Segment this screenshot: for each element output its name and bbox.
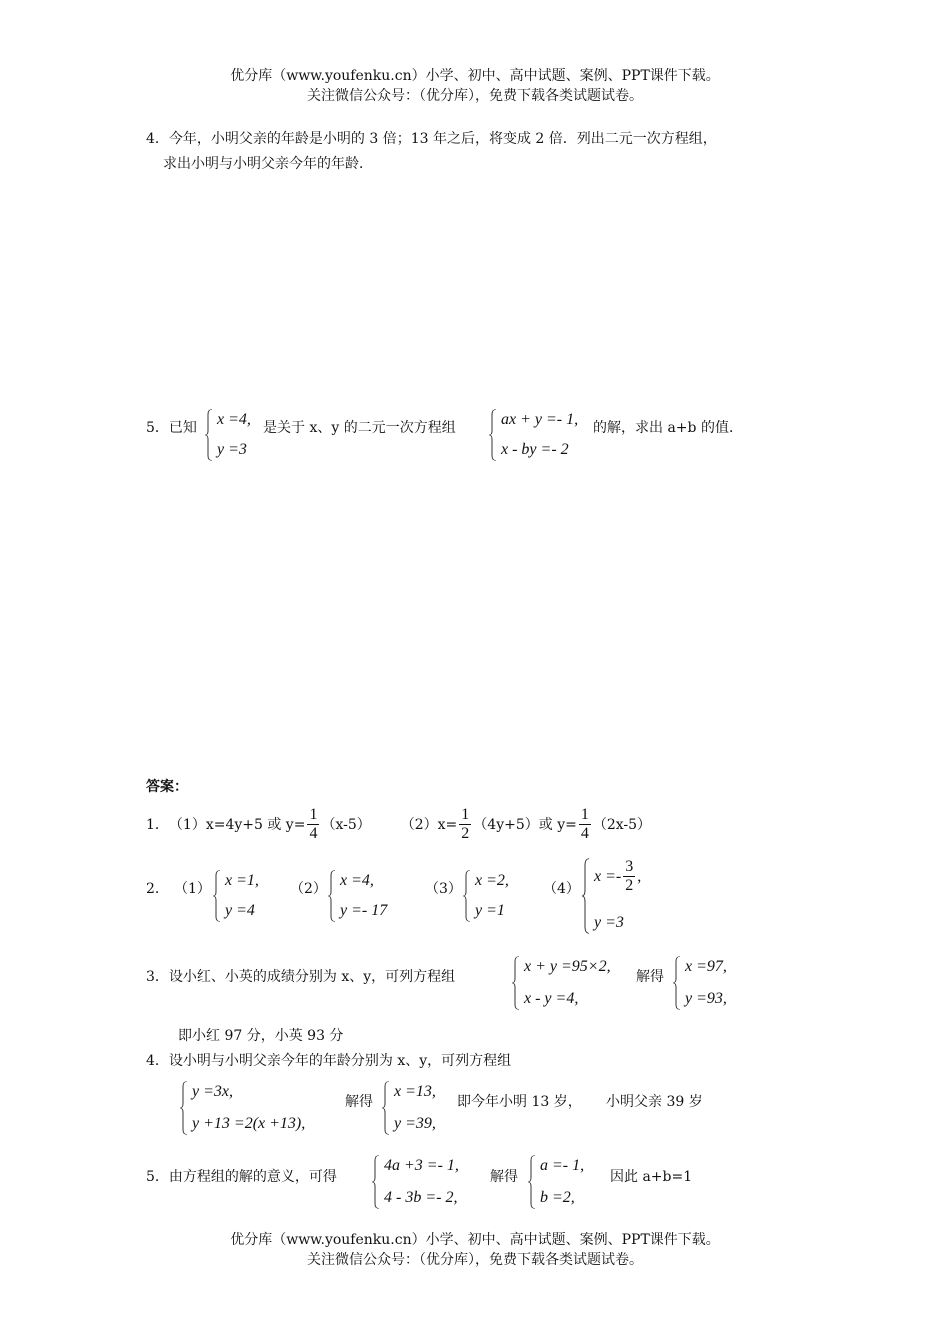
brace-icon [180, 1081, 188, 1135]
answer-number: 1． [146, 817, 169, 833]
brace-icon [512, 956, 520, 1010]
question-5-prefix: 5．已知 [146, 420, 197, 436]
answer-text: （1）x=4y+5 或 y= [168, 817, 306, 833]
fraction-denominator: 4 [580, 824, 589, 842]
system-row: y =4 [225, 902, 255, 919]
answer-4-result-2: 小明父亲 39 岁 [606, 1094, 703, 1110]
answer-3-text: 3．设小红、小英的成绩分别为 x、y，可列方程组 [146, 969, 456, 985]
answer-5-solve: 解得 [490, 1169, 518, 1185]
answers-title: 答案： [146, 779, 188, 795]
answer-4-result-1: 即今年小明 13 岁， [457, 1094, 582, 1110]
fraction-denominator: 2 [461, 824, 470, 842]
question-5-middle: 是关于 x、y 的二元一次方程组 [263, 420, 456, 436]
fraction [307, 806, 319, 843]
system-row: ax + y =- 1, [501, 411, 579, 428]
answer-text: （x-5） [321, 817, 371, 833]
brace-icon [463, 870, 471, 922]
fraction-numerator: 1 [309, 805, 318, 823]
answer-2-label-2: （2） [290, 881, 327, 897]
fraction-denominator: 4 [309, 824, 318, 842]
system-row: x =4, [340, 872, 374, 889]
question-5-suffix: 的解，求出 a+b 的值． [593, 420, 743, 436]
answer-2-label-1: （1） [174, 881, 211, 897]
fraction-numerator: 1 [580, 805, 589, 823]
system-row: x + y =95×2, [524, 958, 611, 975]
system-row: x =1, [225, 872, 259, 889]
page-header [0, 66, 950, 106]
system-row: y =3 [217, 441, 247, 458]
fraction [579, 806, 591, 843]
system-row: x =2, [475, 872, 509, 889]
answer-4-solve: 解得 [345, 1094, 373, 1110]
brace-icon [328, 870, 336, 922]
answer-5-result: 因此 a+b=1 [610, 1169, 693, 1185]
fraction-denominator: 2 [625, 877, 634, 894]
header-line-2: 关注微信公众号：（优分库），免费下载各类试题试卷。 [307, 88, 643, 104]
system-row: y =3 [594, 914, 624, 931]
brace-icon [372, 1155, 380, 1209]
system-row: x =13, [394, 1083, 436, 1100]
question-4-line-1: 4．今年，小明父亲的年龄是小明的 3 倍；13 年之后，将变成 2 倍．列出二元一次方程组， [146, 131, 717, 147]
header-line-1: 优分库（www.youfenku.cn）小学、初中、高中试题、案例、PPT课件下载。 [230, 68, 720, 84]
system-row: 4 - 3b =- 2, [384, 1189, 458, 1206]
system-row: y =- 17 [340, 902, 388, 919]
answer-2-number: 2． [146, 881, 169, 897]
answer-2-label-3: （3） [425, 881, 462, 897]
system-row: y =3x, [192, 1083, 233, 1100]
answer-1 [146, 802, 651, 846]
system-row: b =2, [540, 1189, 575, 1206]
equation-lhs: x =- [594, 867, 622, 885]
brace-icon [528, 1155, 536, 1209]
answer-4-solution [382, 1081, 436, 1135]
answer-2-system-3 [463, 870, 509, 922]
brace-icon [205, 409, 213, 461]
system-row: x =4, [217, 411, 251, 428]
system-row: x - by =- 2 [501, 441, 569, 458]
system-row: x =- $\frac{3}{2}$ , [594, 858, 642, 894]
system-row: y +13 =2(x +13), [192, 1115, 306, 1132]
answer-3-solve: 解得 [636, 969, 664, 985]
brace-icon [673, 956, 681, 1010]
footer-line-1: 优分库（www.youfenku.cn）小学、初中、高中试题、案例、PPT课件下载。 [230, 1232, 720, 1248]
brace-icon [213, 870, 221, 922]
system-row: y =93, [685, 990, 727, 1007]
system-row: x =97, [685, 958, 727, 975]
answer-5-solution [528, 1155, 584, 1209]
brace-icon [489, 409, 497, 461]
answer-4-system [180, 1081, 305, 1135]
system-row: x - y =4, [524, 990, 579, 1007]
fraction [459, 806, 471, 843]
answer-2-label-4: （4） [543, 881, 580, 897]
fraction-numerator: 1 [461, 805, 470, 823]
answer-3-system [512, 956, 611, 1010]
answer-5-system [372, 1155, 459, 1209]
answer-5-text: 5．由方程组的解的意义，可得 [146, 1169, 337, 1185]
footer-line-2: 关注微信公众号：（优分库），免费下载各类试题试卷。 [307, 1252, 643, 1268]
fraction-numerator: 3 [625, 858, 634, 875]
brace-icon [382, 1081, 390, 1135]
answer-3-solution [673, 956, 727, 1010]
system-row: y =1 [475, 902, 505, 919]
answer-2-system-4 [582, 858, 641, 934]
page-footer [0, 1230, 950, 1270]
answer-4-text: 4．设小明与小明父亲今年的年龄分别为 x、y，可列方程组 [146, 1053, 512, 1069]
system-row: 4a +3 =- 1, [384, 1157, 459, 1174]
question-4-line-2: 求出小明与小明父亲今年的年龄． [163, 156, 373, 172]
answer-text: （2）x= [400, 817, 458, 833]
answer-2-system-2 [328, 870, 387, 922]
question-5-equation-system [489, 409, 578, 461]
system-row: y =39, [394, 1115, 436, 1132]
answer-text: （4y+5）或 y= [473, 817, 577, 833]
answer-text: （2x-5） [592, 817, 652, 833]
answer-2-system-1 [213, 870, 259, 922]
brace-icon [582, 858, 590, 934]
question-5-given-system [205, 409, 251, 461]
fraction [623, 858, 635, 895]
system-row: a =- 1, [540, 1157, 585, 1174]
answer-3-result: 即小红 97 分，小英 93 分 [178, 1028, 344, 1044]
